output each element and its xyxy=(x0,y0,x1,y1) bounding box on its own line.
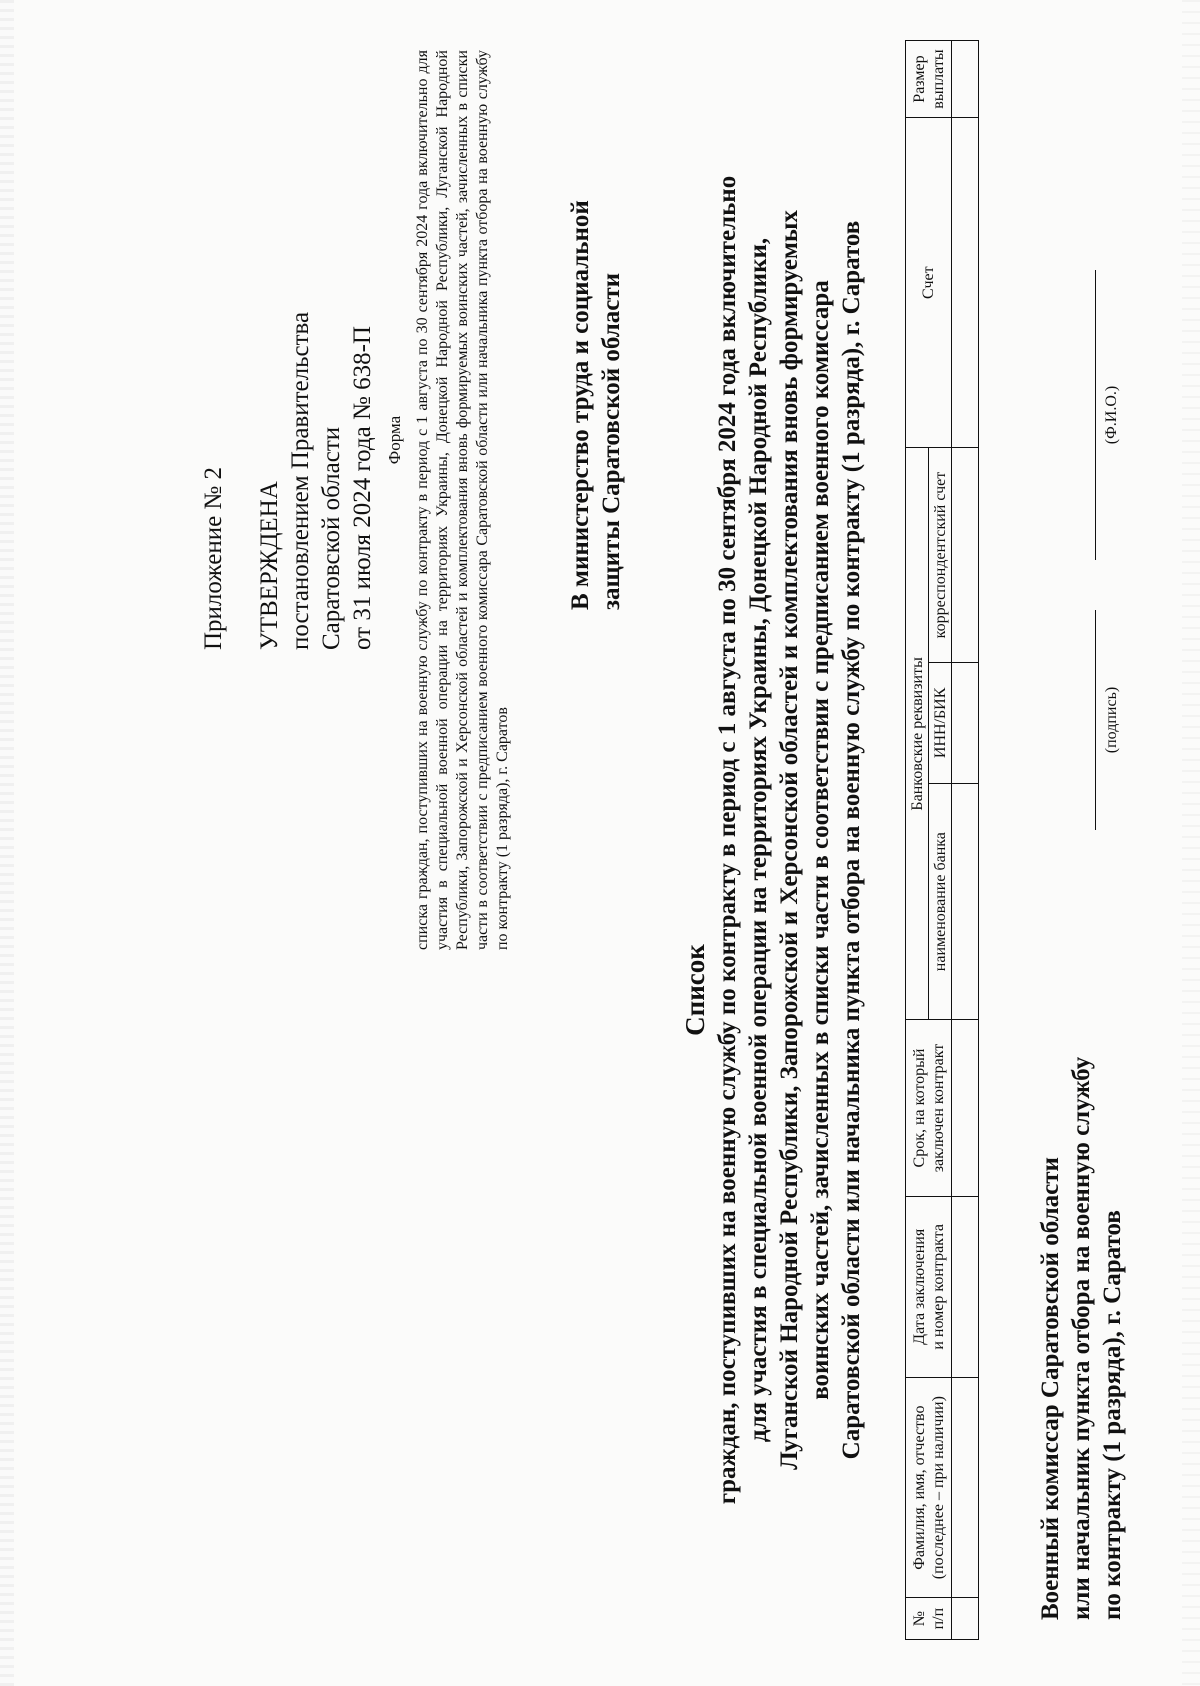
table-cell xyxy=(952,1196,979,1378)
table-cell xyxy=(952,662,979,783)
scan-right-edge xyxy=(1182,0,1200,1686)
col-bank-details-header: Банковские реквизиты xyxy=(906,448,929,1020)
name-caption: (Ф.И.О.) xyxy=(1103,385,1120,445)
approved-label: УТВЕРЖДЕНА xyxy=(256,481,283,650)
table-cell xyxy=(952,1020,979,1196)
list-heading-line: для участия в специальной военной операции на территориях Украины, Донецкой Народной Республики, xyxy=(745,237,772,1443)
table-row xyxy=(952,41,979,1640)
signature-line xyxy=(1095,610,1096,830)
list-heading-line: Саратовской области или начальника пункта отбора на военную службу по контракту (1 разряда), г. Саратов xyxy=(838,220,865,1460)
col-term-header: Срок, на который заключен контракт xyxy=(906,1020,952,1196)
signatory-line: или начальник пункта отбора на военную службу xyxy=(1068,1056,1095,1620)
table-cell xyxy=(952,783,979,1020)
signature-lines xyxy=(1095,30,1155,850)
signature-caption: (подпись) xyxy=(1103,686,1120,754)
col-contract-date-header: Дата заключения и номер контракта xyxy=(906,1196,952,1378)
col-bank-name-header: наименование банка xyxy=(929,783,952,1020)
list-heading xyxy=(712,40,867,1640)
list-heading-line: воинских частей, зачисленных в списки части в соответствии с предписанием военного комиссара xyxy=(807,280,834,1400)
list-title: Список xyxy=(680,944,710,1036)
approval-line: Саратовской области xyxy=(318,426,345,650)
addressee-line: В министерство труда и социальной xyxy=(567,200,594,610)
approval-block xyxy=(200,30,378,650)
form-label: Форма xyxy=(385,415,404,465)
approval-line: постановлением Правительства xyxy=(287,311,314,650)
addressee-line: защиты Саратовской области xyxy=(598,272,625,610)
scan-left-edge xyxy=(0,0,14,1686)
recipients-table xyxy=(905,40,979,1640)
addressee-block xyxy=(565,50,627,610)
col-amount-header: Размер выплаты xyxy=(906,41,952,118)
approval-line: от 31 июля 2024 года № 638-П xyxy=(349,326,376,650)
table-cell xyxy=(952,448,979,663)
col-number-header: № п/п xyxy=(906,1598,952,1640)
rotated-document xyxy=(30,0,1170,1670)
signatory-block xyxy=(1035,860,1128,1620)
table-header-row xyxy=(906,41,929,1640)
col-name-header: Фамилия, имя, отчество (последнее – при наличии) xyxy=(906,1378,952,1598)
signatory-line: по контракту (1 разряда), г. Саратов xyxy=(1099,1210,1126,1620)
table-cell xyxy=(952,118,979,448)
col-inn-bik-header: ИНН/БИК xyxy=(929,662,952,783)
table-cell xyxy=(952,1598,979,1640)
col-account-header: Счет xyxy=(906,118,952,448)
col-corr-account-header: корреспондентский счет xyxy=(929,448,952,663)
list-heading-line: Луганской Народной Республики, Запорожской и Херсонской областей и комплектования вновь формируемых xyxy=(776,210,803,1470)
list-heading-line: граждан, поступивших на военную службу по контракту в период с 1 августа по 30 сентября 2024 года включительно xyxy=(714,175,741,1505)
signatory-line: Военный комиссар Саратовской области xyxy=(1037,1157,1064,1620)
form-description: списка граждан, поступивших на военную службу по контракту в период с 1 августа по 30 сентября 2024 года включительно для участия в специальной военной операции на территориях Украины, Донецкой Народной Республики, Луганской Народной Республики, Запорожской и Херсонской областей и комплектования вновь формируемых воинских частей, зачисленных в списки части в соответствии с предписанием военного комиссара Саратовской области или начальника пункта отбора на военную службу по контракту (1 разряда), г. Саратов xyxy=(414,50,511,950)
name-line xyxy=(1095,270,1096,560)
appendix-number: Приложение № 2 xyxy=(200,466,227,650)
table-cell xyxy=(952,1378,979,1598)
table-cell xyxy=(952,41,979,118)
